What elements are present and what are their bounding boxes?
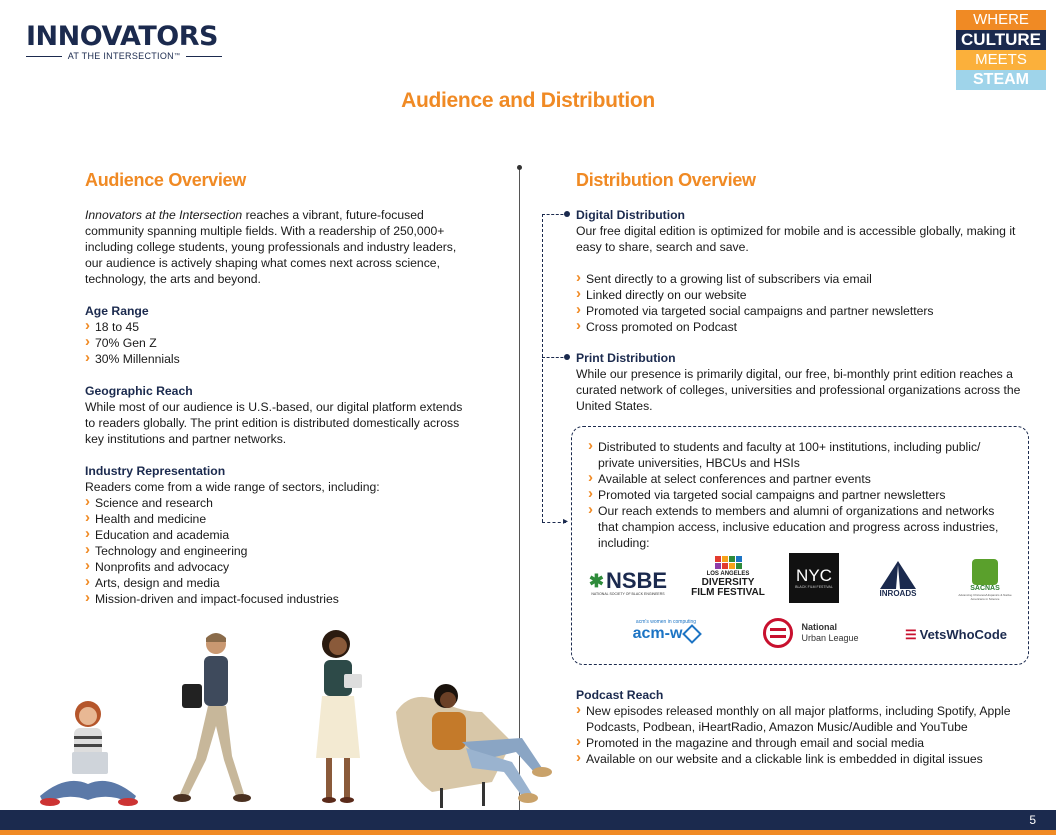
badge-line-1: WHERE <box>956 10 1046 30</box>
la-diversity-film-festival-logo: LOS ANGELES DIVERSITY FILM FESTIVAL <box>688 551 768 603</box>
list-item: › Promoted via targeted social campaigns and partner newsletters <box>588 487 1016 503</box>
list-item: › Nonprofits and advocacy <box>85 559 470 575</box>
print-reach-box <box>571 426 1029 665</box>
page-number: 5 <box>1029 813 1036 827</box>
student-laptop-illustration <box>36 696 140 810</box>
national-urban-league-logo: National Urban League <box>756 615 866 651</box>
badge-line-4: STEAM <box>956 70 1046 90</box>
age-range-heading: Age Range <box>85 304 149 318</box>
digital-distribution-heading: Digital Distribution <box>576 208 686 222</box>
list-item: › Science and research <box>85 495 470 511</box>
logo-wordmark: INNOVATORS <box>26 21 218 52</box>
ladff-mark-icon <box>715 556 742 569</box>
man-walking-illustration <box>160 630 260 810</box>
woman-tablet-illustration <box>300 628 380 810</box>
list-item: › 30% Millennials <box>85 351 470 367</box>
digital-bullet-dot <box>564 211 570 217</box>
podcast-reach-heading: Podcast Reach <box>576 688 664 702</box>
list-item: › Our reach extends to members and alumni of organizations and networks that champion access, inclusive education and progress across industries, including: <box>588 503 1016 551</box>
list-item: › Education and academia <box>85 527 470 543</box>
list-item: › New episodes released monthly on all major platforms, including Spotify, Apple Podcasts, Podbean, iHeartRadio, Amazon Music/Audible and YouTube <box>576 703 1026 735</box>
print-distribution-list <box>588 439 1016 551</box>
brand-logo <box>26 22 231 61</box>
list-item: › Linked directly on our website <box>576 287 1026 303</box>
nul-equal-icon <box>763 618 793 648</box>
acm-diamond-icon <box>682 624 702 644</box>
industry-text: Readers come from a wide range of sectors, including: <box>85 480 380 494</box>
sacnas-mark-icon <box>972 559 998 585</box>
industry-list <box>85 495 470 607</box>
inroads-mark-icon <box>878 559 918 589</box>
print-distribution-section <box>576 350 1026 414</box>
arrow-right-icon: ▸ <box>563 516 569 527</box>
geographic-reach-text: While most of our audience is U.S.-based, our digital platform extends to readers globally. The print edition is distributed domestically across key institutions and partner networks. <box>85 400 463 446</box>
inroads-logo: INROADS <box>868 555 928 601</box>
acm-w-logo: acm's women in computing acm-w <box>628 611 704 651</box>
page-title: Audience and Distribution <box>401 89 655 112</box>
list-item: › Promoted in the magazine and through email and social media <box>576 735 1026 751</box>
man-chair-illustration <box>392 682 568 810</box>
list-item: › Arts, design and media <box>85 575 470 591</box>
logo-tagline: AT THE INTERSECTION™ <box>26 52 222 61</box>
digital-distribution-text: Our free digital edition is optimized for mobile and is accessible globally, making it easy to share, search and save. <box>576 224 1016 254</box>
nsbe-mark-icon: ✱ <box>588 570 604 591</box>
print-bullet-dot <box>564 354 570 360</box>
list-item: › Available on our website and a clickable link is embedded in digital issues <box>576 751 1026 767</box>
list-item: › Available at select conferences and partner events <box>588 471 1016 487</box>
list-item: › 70% Gen Z <box>85 335 470 351</box>
list-item: › Sent directly to a growing list of subscribers via email <box>576 271 1026 287</box>
list-item: › Distributed to students and faculty at 100+ institutions, including public/ private universities, HBCUs and HSIs <box>588 439 1016 471</box>
divider-dot <box>517 165 522 170</box>
badge-line-2: CULTURE <box>956 30 1046 50</box>
industry-heading: Industry Representation <box>85 464 226 478</box>
geographic-reach-heading: Geographic Reach <box>85 384 193 398</box>
connector-vertical <box>542 214 543 522</box>
list-item: › Promoted via targeted social campaigns and partner newsletters <box>576 303 1026 319</box>
list-item: › Mission-driven and impact-focused industries <box>85 591 470 607</box>
list-item: › Health and medicine <box>85 511 470 527</box>
sacnas-logo: SACNAS Advancing Chicanos/Hispanics & Native Americans in Science <box>956 553 1014 607</box>
podcast-reach-list <box>576 703 1026 767</box>
digital-distribution-list <box>576 271 1026 335</box>
nsbe-logo: ✱ NSBE NATIONAL SOCIETY OF BLACK ENGINEERS <box>588 567 668 596</box>
audience-overview-heading: Audience Overview <box>85 170 246 190</box>
print-distribution-text: While our presence is primarily digital, our free, bi-monthly print edition reaches a curated network of colleges, universities and professional organizations across the United States. <box>576 367 1021 413</box>
list-item: › 18 to 45 <box>85 319 470 335</box>
audience-intro <box>85 207 470 287</box>
list-item: › Technology and engineering <box>85 543 470 559</box>
distribution-overview-heading: Distribution Overview <box>576 170 756 190</box>
digital-distribution-section <box>576 207 1026 335</box>
audience-overview-section <box>85 207 470 607</box>
print-distribution-heading: Print Distribution <box>576 351 676 365</box>
intro-text: reaches a vibrant, future-focused community spanning multiple fields. With a readership of 250,000+ including college students, young professionals and industry leaders, our audience is actively shaping what comes next across science, technology, the arts and beyond. <box>85 208 457 286</box>
magazine-name: Innovators at the Intersection <box>85 208 243 222</box>
footer-accent-line <box>0 830 1056 835</box>
culture-steam-badge <box>956 10 1046 90</box>
podcast-reach-section <box>576 687 1026 767</box>
badge-line-3: MEETS <box>956 50 1046 70</box>
vetswhocode-logo: ☰ VetsWhoCode <box>904 627 1008 642</box>
nyc-film-festival-logo: NYC BLACK FILM FESTIVAL <box>789 553 839 603</box>
flag-icon: ☰ <box>904 627 917 642</box>
list-item: › Cross promoted on Podcast <box>576 319 1026 335</box>
age-range-list <box>85 319 470 367</box>
